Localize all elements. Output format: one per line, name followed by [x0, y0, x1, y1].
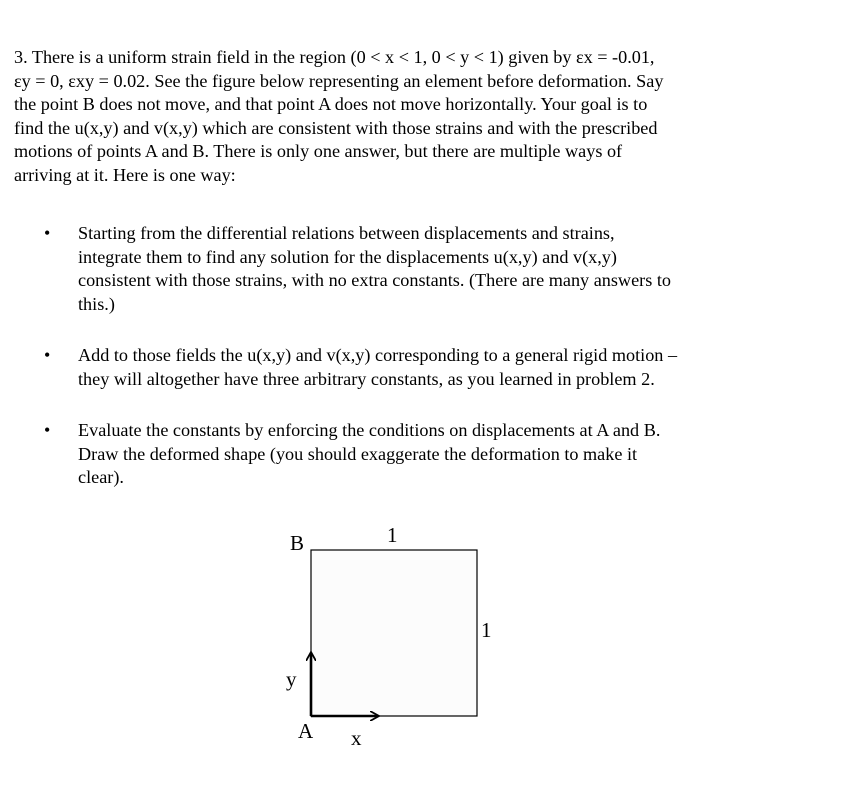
- bullet-icon: •: [44, 420, 51, 440]
- problem-statement: [14, 46, 824, 187]
- y-axis-label: y: [286, 667, 297, 691]
- problem-line: εy = 0, εxy = 0.02. See the figure below representing an element before deformation. Say: [14, 70, 664, 91]
- point-a-label: A: [298, 719, 314, 743]
- step-line: integrate them to find any solution for the displacements u(x,y) and v(x,y): [78, 246, 617, 267]
- x-axis-label: x: [351, 726, 362, 750]
- problem-line: 3. There is a uniform strain field in the region (0 < x < 1, 0 < y < 1) given by εx = -0.01,: [14, 47, 655, 67]
- step-line: clear).: [78, 467, 124, 487]
- step-text: [78, 344, 818, 391]
- problem-line: motions of points A and B. There is only one answer, but there are multiple ways of: [14, 141, 623, 161]
- step-line: they will altogether have three arbitrary constants, as you learned in problem 2.: [78, 368, 655, 389]
- step-text: [78, 419, 818, 490]
- step-line: Add to those fields the u(x,y) and v(x,y) corresponding to a general rigid motion –: [78, 345, 678, 365]
- step-line: consistent with those strains, with no extra constants. (There are many answers to: [78, 270, 671, 290]
- bullet-icon: •: [44, 223, 51, 243]
- problem-line: the point B does not move, and that point A does not move horizontally. Your goal is to: [14, 94, 648, 114]
- element-square: [311, 550, 477, 716]
- step-line: Evaluate the constants by enforcing the conditions on displacements at A and B.: [78, 420, 661, 440]
- step-text: [78, 222, 818, 316]
- top-side-length-label: 1: [387, 523, 398, 547]
- step-line: Starting from the differential relations between displacements and strains,: [78, 223, 615, 243]
- bullet-icon: •: [44, 345, 51, 365]
- step-line: Draw the deformed shape (you should exaggerate the deformation to make it: [78, 443, 638, 464]
- problem-line: arriving at it. Here is one way:: [14, 164, 236, 185]
- right-side-length-label: 1: [481, 618, 492, 642]
- point-b-label: B: [290, 531, 305, 555]
- step-line: this.): [78, 293, 115, 314]
- problem-line: find the u(x,y) and v(x,y) which are consistent with those strains and with the prescribed: [14, 117, 658, 138]
